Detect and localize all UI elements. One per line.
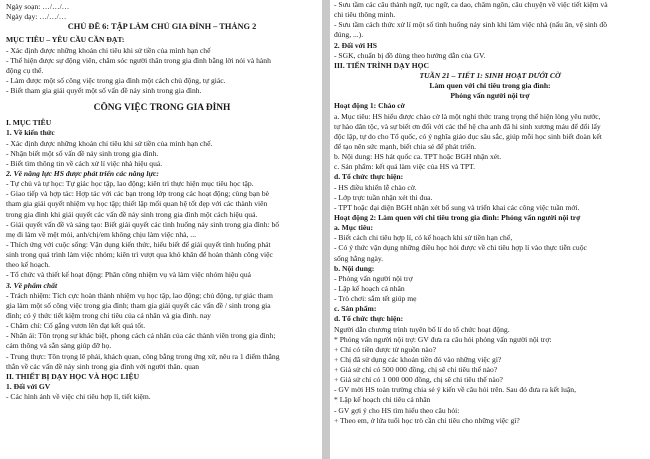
right-page-line: - Trò chơi: sắm tết giúp mẹ xyxy=(334,294,417,304)
document-page-left xyxy=(0,0,322,459)
left-page-line: II. THIẾT BỊ DẠY HỌC VÀ HỌC LIỆU xyxy=(6,371,140,381)
right-page-line: + Theo em, ở lứa tuổi học trò cần chi tiêu cho những việc gì? xyxy=(334,415,520,425)
left-page-line: 2. Về năng lực HS được phát triển các năng lực: xyxy=(6,168,159,178)
right-page-line: + Giả sử chỉ có 1 000 000 đồng, chị sẽ chi tiêu thế nào? xyxy=(334,375,503,385)
right-page-line: b. Nội dung: xyxy=(334,263,375,273)
left-page-line: - Biết tham gia giải quyết một số vấn đề nảy sinh trong gia đình. xyxy=(6,86,202,96)
right-page-line: - Sưu tầm cách thức xử lí một số tình huống nảy sinh khi làm việc nhà (nấu ăn, vệ sinh đồ xyxy=(334,20,608,30)
left-page-line: động cụ thể. xyxy=(6,65,44,75)
left-page-line: mẹ đi làm về mệt mỏi, anh/chị/em không chịu làm việc nhà, ... xyxy=(6,229,197,239)
left-page-line: 3. Về phẩm chất xyxy=(6,280,58,290)
page-gutter xyxy=(322,0,330,459)
left-page-line: - Biết tìm thông tin về cách xử lí việc nhà hiệu quả. xyxy=(6,158,163,168)
right-page-line: TUẦN 21 – TIẾT 1: SINH HOẠT DƯỚI CỜ xyxy=(419,70,561,80)
left-page-line: - Làm được một số công việc trong gia đình một cách chủ động, tự giác. xyxy=(6,75,226,85)
left-page-line: - Tổ chức và thiết kế hoạt động: Phân công nhiệm vụ và làm việc nhóm hiệu quả xyxy=(6,270,252,280)
right-page-line: III. TIẾN TRÌNH DẠY HỌC xyxy=(334,60,430,70)
right-page-line: * Lập kế hoạch chi tiêu cá nhân xyxy=(334,395,431,405)
left-page-line: - Trung thực: Tôn trọng lẽ phải, khách quan, công bằng trong ứng xử, nêu ra 1 điểm thẳng xyxy=(6,351,280,361)
left-page-line: - Thích ứng với cuộc sống: Vận dụng kiến thức, hiểu biết để giải quyết tình huống phát xyxy=(6,239,271,249)
right-page-line: - GV gợi ý cho HS tìm hiểu theo câu hỏi: xyxy=(334,405,460,415)
right-page-line: - SGK, chuẩn bị đồ dùng theo hướng dẫn của GV. xyxy=(334,50,486,60)
left-page-line: - Các hình ảnh về việc chi tiêu hợp lí, tiết kiệm. xyxy=(6,392,151,402)
left-page-line: 1. Đối với GV xyxy=(6,381,51,391)
right-page-line: d. Tổ chức thực hiện: xyxy=(334,314,404,324)
right-page-line: Người dẫn chương trình tuyên bố lí do tổ chức hoạt động. xyxy=(334,324,510,334)
left-page-line: CHỦ ĐỀ 6: TẬP LÀM CHỦ GIA ĐÌNH – THÁNG 2 xyxy=(67,22,257,32)
right-page-line: a. Mục tiêu: HS hiểu được chào cờ là một nghi thức trang trọng thể hiện lòng yêu nước, xyxy=(334,111,601,121)
right-page-line: tự hào dân tộc, và sự biết ơn đối với các thế hệ cha anh đã hi sinh xương máu để đổi lấy xyxy=(334,121,601,131)
right-page-line: c. Sản phẩm: xyxy=(334,304,377,314)
right-page-line: - Sưu tầm các câu thành ngữ, tục ngữ, ca dao, châm ngôn, câu chuyện về việc tiết kiệm và xyxy=(334,0,608,9)
right-page-line: b. Nội dung: HS hát quốc ca. TPT hoặc BGH nhận xét. xyxy=(334,152,502,162)
left-page-line: 1. Về kiến thức xyxy=(6,128,55,138)
left-page-line: - Thể hiện được sự động viên, chăm sóc người thân trong gia đình bằng lời nói và hành xyxy=(6,55,271,65)
left-page-line: Ngày soạn: …/…/… xyxy=(6,2,70,11)
left-page-line: Ngày dạy: …/…/… xyxy=(6,12,67,22)
left-page-line: trong gia đình khi giải quyết các vấn đề nảy sinh trong gia đình một cách hiệu quả. xyxy=(6,209,258,219)
left-page-line: - Xác định được những khoản chi tiêu khi sử tiền của mình hạn chế xyxy=(6,45,211,55)
left-page-line: - Giải quyết vấn đề và sáng tạo: Biết giải quyết các tình huống nảy sinh trong gia đình: bố xyxy=(6,219,280,229)
left-page-line: - Tự chủ và tự học: Tự giác học tập, lao động; kiên trì thực hiện mục tiêu học tập. xyxy=(6,179,254,189)
right-page-line: Hoạt động 1: Chào cờ xyxy=(334,101,405,111)
right-page-line: d. Tổ chức thực hiện: xyxy=(334,172,404,182)
right-page-line: - Lớp trực tuần nhận xét thi đua. xyxy=(334,192,433,202)
left-page-line: thắn về các vấn đề nảy sinh trong gia đình với người thân. quan xyxy=(6,361,200,371)
left-page-line: gia làm một số công việc trong gia đình; tham gia giải quyết các vấn đề / sinh trong gia xyxy=(6,300,271,310)
left-page-line: - Xác định được những khoản chi tiêu khi sử tiền của mình hạn chế. xyxy=(6,138,213,148)
left-page-line: MỤC TIÊU – YÊU CẦU CẦN ĐẠT: xyxy=(6,35,125,45)
right-page-line: Hoạt động 2: Làm quen với chi tiêu trong gia đình: Phỏng vấn người nội trợ xyxy=(334,212,581,222)
left-page-line: - Nhận biết một số vấn đề nảy sinh trong gia đình. xyxy=(6,148,159,158)
left-page-line: tham gia giải quyết nhiệm vụ học tập; thiết lập mối quan hệ tốt đẹp với các thành viên xyxy=(6,199,268,209)
right-page-line: + Chị đã sử dụng các khoản tiền đó vào những việc gì? xyxy=(334,354,502,364)
right-page-line: - GV mời HS toàn trường chia sẻ ý kiến về câu hỏi trên. Sau đó đưa ra kết luận, xyxy=(334,385,576,395)
right-page-line: c. Sản phẩm: kết quả làm việc của HS và TPT. xyxy=(334,162,476,172)
right-page-line: Làm quen với chi tiêu trong gia đình: xyxy=(429,81,551,91)
right-page-line: * Phỏng vấn người nội trợ: GV đưa ra câu hỏi phỏng vấn người nội trợ: xyxy=(334,334,552,344)
left-page-line: CÔNG VIỆC TRONG GIA ĐÌNH xyxy=(93,103,231,114)
right-page-line: - Phỏng vấn người nội trợ xyxy=(334,273,413,283)
right-page-line: 2. Đối với HS xyxy=(334,40,378,50)
right-page-line: - HS điều khiển lễ chào cờ. xyxy=(334,182,417,192)
right-page-line: - Có ý thức vận dụng những điều học hỏi được về chi tiêu hợp lí vào thực tiễn cuộc xyxy=(334,243,587,253)
left-page-line: theo kế hoạch. xyxy=(6,260,51,270)
right-page-line: - TPT hoặc đại diện BGH nhận xét bổ sung và triển khai các công việc tuần mới. xyxy=(334,202,580,212)
right-page-line: sống hằng ngày. xyxy=(334,253,384,263)
left-page-line: đình; có ý thức tiết kiệm trong chi tiêu của cá nhân và gia đình. nay xyxy=(6,310,211,320)
left-page-line: - Chăm chỉ: Cố gắng vươn lên đạt kết quả tốt. xyxy=(6,321,146,331)
left-page-line: - Nhân ái: Tôn trọng sự khác biệt, phong cách cá nhân của các thành viên trong gia đình; xyxy=(6,331,276,341)
left-page-line: cảm thông và sẵn sàng giúp đỡ họ. xyxy=(6,341,112,351)
left-page-line: I. MỤC TIÊU xyxy=(6,118,52,128)
right-page-line: đúng, ...). xyxy=(334,30,364,40)
right-page-line: a. Mục tiêu: xyxy=(334,223,374,233)
left-page-line: - Giao tiếp và hợp tác: Hợp tác với các bạn trong lớp trong các hoạt động; cùng bạn bè xyxy=(6,189,269,199)
right-page-line: chi tiêu thông minh. xyxy=(334,10,396,20)
document-page-right xyxy=(330,0,650,459)
right-page-line: để tạo nên sức mạnh, biết chia sẻ để phát triển. xyxy=(334,141,477,151)
right-page-line: - Biết cách chi tiêu hợp lí, có kế hoạch khi sử tiền hạn chế, xyxy=(334,233,513,243)
left-page-line: sinh trong quá trình làm việc nhóm; kiên trì vượt qua khó khăn để hoàn thành công việc xyxy=(6,250,273,260)
right-page-line: - Lập kế hoạch cá nhân xyxy=(334,283,405,293)
right-page-line: độc lập, tự do cho Tổ quốc, có ý nghĩa giáo dục sâu sắc, giúp mỗi học sinh biết đoàn kết xyxy=(334,131,602,141)
right-page-line: + Chỉ có tiền được từ nguồn nào? xyxy=(334,344,436,354)
right-page-line: + Giả sử chỉ có 500 000 đồng, chị sẽ chi tiêu thế nào? xyxy=(334,365,498,375)
left-page-line: - Trách nhiệm: Tích cực hoàn thành nhiệm vụ học tập, lao động; chủ động, tự giác tham xyxy=(6,290,273,300)
right-page-line: Phỏng vấn người nội trợ xyxy=(450,91,530,101)
